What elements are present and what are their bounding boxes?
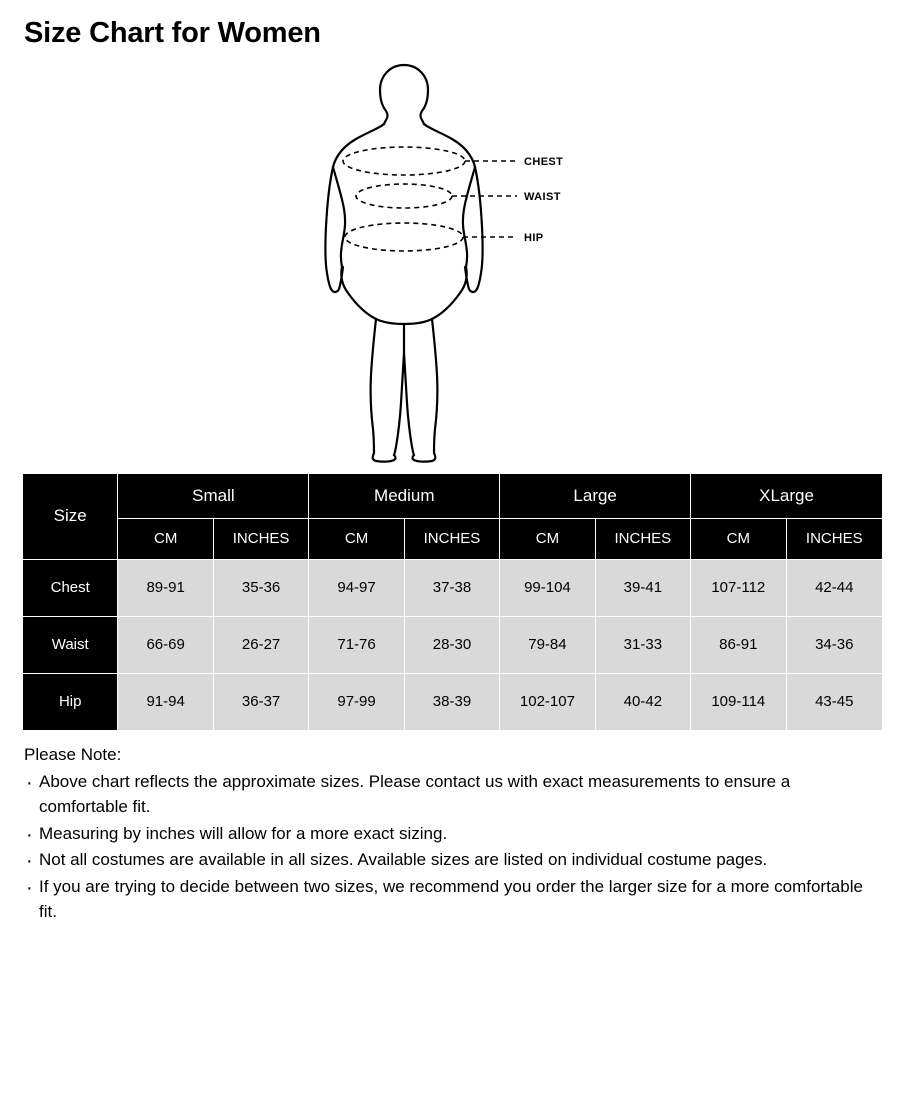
cell-chest-small-inches: 35-36 (213, 559, 308, 616)
list-item: · Above chart reflects the approximate sizes. Please contact us with exact measurements to ensure a comfortable fit. (24, 770, 883, 819)
cell-chest-xlarge-cm: 107-112 (691, 559, 786, 616)
group-header-small: Small (118, 473, 309, 518)
list-item: · Not all costumes are available in all sizes. Available sizes are listed on individual costume pages. (24, 848, 883, 873)
waist-callout-label: WAIST (524, 190, 561, 203)
cell-waist-large-cm: 79-84 (500, 616, 595, 673)
size-chart-page (0, 16, 905, 1096)
waist-ellipse (356, 184, 452, 208)
cell-hip-small-inches: 36-37 (213, 673, 308, 730)
notes-title: Please Note: (24, 744, 122, 764)
hip-callout-label: HIP (524, 231, 544, 244)
unit-header-small-inches: INCHES (213, 518, 308, 559)
table-row (23, 616, 883, 673)
cell-chest-medium-inches: 37-38 (404, 559, 499, 616)
cell-waist-xlarge-cm: 86-91 (691, 616, 786, 673)
unit-header-large-inches: INCHES (595, 518, 690, 559)
chest-callout-label: CHEST (524, 155, 564, 168)
body-measurement-figure (22, 57, 883, 469)
page-title: Size Chart for Women (24, 17, 321, 49)
cell-hip-small-cm: 91-94 (118, 673, 213, 730)
cell-hip-medium-cm: 97-99 (309, 673, 404, 730)
chest-ellipse (343, 147, 465, 175)
cell-hip-large-cm: 102-107 (500, 673, 595, 730)
table-unit-header-row (23, 518, 883, 559)
group-header-xlarge: XLarge (691, 473, 883, 518)
cell-chest-small-cm: 89-91 (118, 559, 213, 616)
female-body-diagram-icon (312, 57, 642, 469)
row-label-waist: Waist (23, 616, 118, 673)
cell-chest-medium-cm: 94-97 (309, 559, 404, 616)
unit-header-large-cm: CM (500, 518, 595, 559)
hip-ellipse (345, 223, 463, 251)
cell-hip-xlarge-cm: 109-114 (691, 673, 786, 730)
cell-waist-medium-cm: 71-76 (309, 616, 404, 673)
size-column-header: Size (23, 473, 118, 559)
cell-waist-small-cm: 66-69 (118, 616, 213, 673)
unit-header-xlarge-cm: CM (691, 518, 786, 559)
cell-waist-xlarge-inches: 34-36 (786, 616, 882, 673)
cell-chest-large-inches: 39-41 (595, 559, 690, 616)
cell-hip-large-inches: 40-42 (595, 673, 690, 730)
notes-section (22, 743, 883, 924)
cell-waist-small-inches: 26-27 (213, 616, 308, 673)
cell-chest-xlarge-inches: 42-44 (786, 559, 882, 616)
cell-hip-xlarge-inches: 43-45 (786, 673, 882, 730)
cell-hip-medium-inches: 38-39 (404, 673, 499, 730)
list-item: · If you are trying to decide between two sizes, we recommend you order the larger size for a more comfortable fit. (24, 875, 883, 924)
group-header-large: Large (500, 473, 691, 518)
cell-waist-large-inches: 31-33 (595, 616, 690, 673)
table-group-header-row (23, 473, 883, 518)
list-item: · Measuring by inches will allow for a more exact sizing. (24, 822, 883, 847)
unit-header-medium-cm: CM (309, 518, 404, 559)
size-table (22, 473, 883, 731)
cell-waist-medium-inches: 28-30 (404, 616, 499, 673)
table-row (23, 559, 883, 616)
unit-header-xlarge-inches: INCHES (786, 518, 882, 559)
row-label-chest: Chest (23, 559, 118, 616)
table-row (23, 673, 883, 730)
row-label-hip: Hip (23, 673, 118, 730)
unit-header-medium-inches: INCHES (404, 518, 499, 559)
notes-list (24, 770, 883, 924)
unit-header-small-cm: CM (118, 518, 213, 559)
group-header-medium: Medium (309, 473, 500, 518)
cell-chest-large-cm: 99-104 (500, 559, 595, 616)
